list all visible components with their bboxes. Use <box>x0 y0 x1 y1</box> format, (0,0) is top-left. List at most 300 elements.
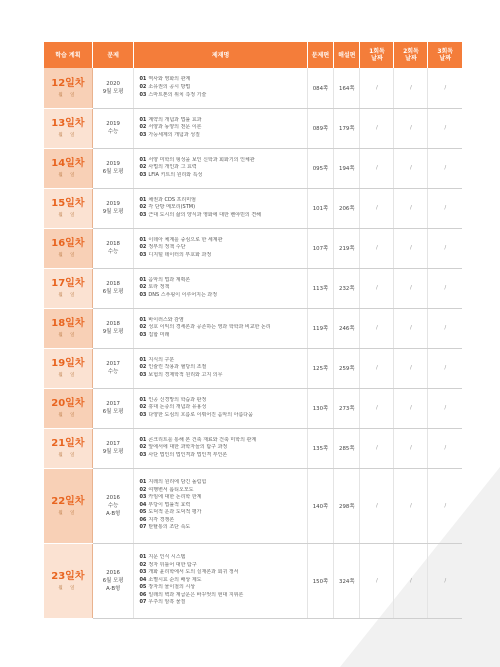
topic-title: 지문 인식 시스템 <box>148 553 186 560</box>
topic-title: 휴대 논증의 개념과 유용성 <box>148 404 207 411</box>
topic-number: 03 <box>139 569 147 576</box>
review2-date-cell[interactable]: / <box>394 308 428 348</box>
topic-title: 소유권의 공시 방법 <box>148 83 191 90</box>
topic-title: 서양과 동양의 천문 이론 <box>148 124 202 131</box>
topic-title: 채권과 CDS 프리미엄 <box>148 196 196 203</box>
review1-date-cell[interactable]: / <box>360 468 394 543</box>
answer-page-cell: 179쪽 <box>334 108 360 148</box>
topic-item <box>139 277 306 285</box>
topics-cell <box>134 388 307 428</box>
day-title: 16일차 <box>51 238 85 249</box>
topic-title: 부당이 법률적 효력 <box>148 501 191 508</box>
problem-page-cell: 113쪽 <box>307 268 333 308</box>
review2-date-cell[interactable]: / <box>394 188 428 228</box>
topic-number: 05 <box>139 509 147 516</box>
exam-line: 2016 <box>106 494 120 501</box>
topic-item <box>139 172 306 180</box>
topic-number: 01 <box>139 116 147 123</box>
topic-number: 02 <box>139 244 147 251</box>
table-row <box>44 348 462 388</box>
topic-title: 근대 도시의 삶의 양식과 영화에 대한 벤야민의 견해 <box>148 211 261 218</box>
day-date-label: 월 일 <box>58 413 78 418</box>
day-cell <box>44 428 92 468</box>
topic-number: 06 <box>139 591 147 598</box>
topic-item <box>139 397 306 405</box>
header-review2: 2회독 날짜 <box>394 42 428 68</box>
topic-title: 개화 윤리학에서 도의 실재론과 회귀 정서 <box>148 569 239 576</box>
exam-line: 2016 <box>106 569 120 576</box>
answer-page-cell: 273쪽 <box>334 388 360 428</box>
exam-cell <box>92 468 134 543</box>
day-cell <box>44 468 92 543</box>
day-cell <box>44 268 92 308</box>
topic-number: 07 <box>139 599 147 606</box>
exam-line: A·B형 <box>105 585 121 592</box>
topic-number: 01 <box>139 478 147 485</box>
topic-item <box>139 252 306 260</box>
day-cell <box>44 148 92 188</box>
review1-date-cell[interactable]: / <box>360 108 394 148</box>
topic-number: 02 <box>139 561 147 568</box>
exam-cell <box>92 308 134 348</box>
review3-date-cell[interactable]: / <box>428 428 462 468</box>
day-title: 18일차 <box>51 318 85 329</box>
topic-item <box>139 444 306 452</box>
exam-line: 9월 모평 <box>102 88 124 95</box>
topic-item <box>139 372 306 380</box>
exam-line: 2020 <box>106 80 120 87</box>
topic-item <box>139 577 306 585</box>
topic-title: 음악의 법과 계획론 <box>148 276 191 283</box>
topic-item <box>139 502 306 510</box>
topic-item <box>139 494 306 502</box>
topic-title: 사단 법인의 법인격과 법인격 부인론 <box>148 451 228 458</box>
topic-number: 03 <box>139 291 147 298</box>
topic-item <box>139 437 306 445</box>
exam-cell <box>92 148 134 188</box>
exam-line: 6월 모평 <box>102 577 124 584</box>
review3-date-cell[interactable]: / <box>428 228 462 268</box>
problem-page-cell: 101쪽 <box>307 188 333 228</box>
review1-date-cell[interactable]: / <box>360 268 394 308</box>
header-answer-page: 해설편 <box>334 42 360 68</box>
exam-line: 2017 <box>106 361 120 367</box>
topic-title: 가능세계의 개념과 성질 <box>148 131 200 138</box>
topic-title: 카임에 대한 논리학 한계 <box>148 494 202 501</box>
topic-item <box>139 132 306 140</box>
topic-item <box>139 237 306 245</box>
exam-line: 9월 모평 <box>102 329 124 335</box>
answer-page-cell: 259쪽 <box>334 348 360 388</box>
day-cell <box>44 388 92 428</box>
day-cell <box>44 348 92 388</box>
topic-title: 다양한 도심의 흐름로 이뤄어진 음악의 아름다움 <box>148 411 253 418</box>
topic-title: 인슐린 작용과 혈당의 조절 <box>148 364 207 371</box>
topics-cell <box>134 308 307 348</box>
topic-item <box>139 317 306 325</box>
review3-date-cell[interactable]: / <box>428 468 462 543</box>
topic-number: 01 <box>139 76 147 83</box>
table-row <box>44 148 462 188</box>
topic-number: 02 <box>139 444 147 451</box>
topic-item <box>139 412 306 420</box>
header-review3: 3회독 날짜 <box>428 42 462 68</box>
topic-title: 지식의 구분 <box>148 356 175 363</box>
day-date-label: 월 일 <box>58 453 78 458</box>
topic-item <box>139 284 306 292</box>
topic-number: 03 <box>139 494 147 501</box>
topic-item <box>139 509 306 517</box>
topic-number: 04 <box>139 501 147 508</box>
exam-line: 6월 모평 <box>102 289 124 295</box>
topic-title: 여행변서 롭티오모도 <box>148 486 194 493</box>
exam-cell <box>92 543 134 618</box>
topic-title: 인공 신경망의 학습과 판정 <box>148 396 207 403</box>
topic-title: 토라 정책 <box>148 284 170 291</box>
topic-number: 02 <box>139 204 147 211</box>
exam-line: 2017 <box>106 441 120 447</box>
exam-line: 2019 <box>106 161 120 167</box>
topic-title: 장자의 물이철의 시상 <box>148 584 196 591</box>
topic-number: 03 <box>139 211 147 218</box>
topic-number: 02 <box>139 486 147 493</box>
table-row <box>44 68 462 108</box>
problem-page-cell: 095쪽 <box>307 148 333 188</box>
review2-date-cell[interactable]: / <box>394 108 428 148</box>
answer-page-cell: 232쪽 <box>334 268 360 308</box>
review3-date-cell[interactable]: / <box>428 388 462 428</box>
topic-item <box>139 164 306 172</box>
topic-number: 01 <box>139 396 147 403</box>
header-review1: 1회독 날짜 <box>360 42 394 68</box>
topic-number: 02 <box>139 324 147 331</box>
problem-page-cell: 130쪽 <box>307 388 333 428</box>
review2-date-cell[interactable]: / <box>394 228 428 268</box>
topic-item <box>139 364 306 372</box>
problem-page-cell: 089쪽 <box>307 108 333 148</box>
topic-item <box>139 332 306 340</box>
exam-line: 6월 모평 <box>102 409 124 415</box>
topic-item <box>139 76 306 84</box>
topics-cell <box>134 428 307 468</box>
topic-title: 집합 미래 <box>148 331 170 338</box>
review3-date-cell[interactable]: / <box>428 308 462 348</box>
exam-line: 2018 <box>106 281 120 287</box>
day-date-label: 월 일 <box>58 510 78 516</box>
exam-line: 수능 <box>107 369 119 375</box>
review2-date-cell[interactable]: / <box>394 543 428 618</box>
exam-line: 9월 모평 <box>102 209 124 215</box>
exam-line: 2019 <box>106 201 120 207</box>
topic-item <box>139 324 306 332</box>
topic-item <box>139 197 306 205</box>
day-date-label: 월 일 <box>58 92 78 98</box>
review1-date-cell[interactable]: / <box>360 68 394 108</box>
topic-number: 03 <box>139 451 147 458</box>
day-date-label: 월 일 <box>58 293 78 298</box>
answer-page-cell: 164쪽 <box>334 68 360 108</box>
header-day: 학습 계획 <box>44 42 92 68</box>
table-row <box>44 188 462 228</box>
exam-cell <box>92 228 134 268</box>
topic-number: 02 <box>139 404 147 411</box>
topic-title: 지레의 원리에 담긴 돌림힘 <box>148 478 207 485</box>
topic-item <box>139 562 306 570</box>
exam-cell <box>92 348 134 388</box>
day-title: 15일차 <box>51 198 85 209</box>
topic-number: 02 <box>139 124 147 131</box>
review3-date-cell[interactable]: / <box>428 543 462 618</box>
topic-item <box>139 157 306 165</box>
header-problem-page: 문제편 <box>307 42 333 68</box>
topic-number: 03 <box>139 171 147 178</box>
day-cell <box>44 228 92 268</box>
exam-cell <box>92 268 134 308</box>
topic-item <box>139 204 306 212</box>
topic-title: 일래의 벽과 계급운은 바꾸엇의 현대 지위론 <box>148 591 244 598</box>
day-title: 22일차 <box>51 495 85 507</box>
topic-number: 02 <box>139 284 147 291</box>
study-plan-table <box>44 42 462 619</box>
day-cell <box>44 543 92 618</box>
review2-date-cell[interactable]: / <box>394 428 428 468</box>
review3-date-cell[interactable]: / <box>428 108 462 148</box>
table-row <box>44 268 462 308</box>
review2-date-cell[interactable]: / <box>394 68 428 108</box>
day-title: 20일차 <box>51 398 85 409</box>
day-title: 13일차 <box>51 118 85 129</box>
topic-title: 우주의 암흑 물질 <box>148 599 186 606</box>
day-title: 17일차 <box>51 278 85 289</box>
answer-page-cell: 246쪽 <box>334 308 360 348</box>
topic-item <box>139 124 306 132</box>
topic-item <box>139 117 306 125</box>
problem-page-cell: 119쪽 <box>307 308 333 348</box>
topic-title: 역사와 영화의 관계 <box>148 76 191 83</box>
review3-date-cell[interactable]: / <box>428 68 462 108</box>
review1-date-cell[interactable]: / <box>360 348 394 388</box>
exam-line: 2019 <box>106 121 120 127</box>
topic-item <box>139 212 306 220</box>
topic-item <box>139 404 306 412</box>
topic-title: 정자 뒤틀어 대한 탐구 <box>148 561 197 568</box>
problem-page-cell: 150쪽 <box>307 543 333 618</box>
table-row <box>44 108 462 148</box>
topic-number: 03 <box>139 131 147 138</box>
day-title: 14일차 <box>51 158 85 169</box>
review1-date-cell[interactable]: / <box>360 148 394 188</box>
header-topic: 제재명 <box>134 42 307 68</box>
topic-number: 03 <box>139 411 147 418</box>
topic-number: 07 <box>139 524 147 531</box>
table-row <box>44 228 462 268</box>
topic-item <box>139 92 306 100</box>
topic-number: 01 <box>139 196 147 203</box>
topic-number: 02 <box>139 364 147 371</box>
topic-item <box>139 584 306 592</box>
problem-page-cell: 084쪽 <box>307 68 333 108</box>
topic-title: 이데아 체계를 중심으로 한 세계관 <box>148 236 223 243</box>
topic-number: 04 <box>139 576 147 583</box>
review2-date-cell[interactable]: / <box>394 268 428 308</box>
exam-cell <box>92 388 134 428</box>
topic-item <box>139 357 306 365</box>
day-title: 12일차 <box>51 77 85 89</box>
table-header-row <box>44 42 462 68</box>
table-row <box>44 468 462 543</box>
topic-title: 정부의 정책 수단 <box>148 244 186 251</box>
exam-line: 6월 모평 <box>102 169 124 175</box>
topic-title: 서양 미학의 형성을 보인 신학과 회화기의 인체관 <box>148 156 255 163</box>
topic-title: 보험의 경제학적 원리와 고지 의무 <box>148 371 223 378</box>
topic-number: 05 <box>139 584 147 591</box>
exam-line: 2018 <box>106 241 120 247</box>
topic-item <box>139 479 306 487</box>
topics-cell <box>134 108 307 148</box>
exam-line: 2017 <box>106 401 120 407</box>
review2-date-cell[interactable]: / <box>394 388 428 428</box>
review1-date-cell[interactable]: / <box>360 388 394 428</box>
topic-item <box>139 487 306 495</box>
review3-date-cell[interactable]: / <box>428 148 462 188</box>
exam-cell <box>92 428 134 468</box>
exam-line: 수능 <box>107 129 119 135</box>
topic-item <box>139 524 306 532</box>
topics-cell <box>134 228 307 268</box>
exam-line: A·B형 <box>105 510 121 517</box>
exam-line: 수능 <box>107 249 119 255</box>
day-date-label: 월 일 <box>58 253 78 258</box>
topic-item <box>139 517 306 525</box>
review3-date-cell[interactable]: / <box>428 188 462 228</box>
topic-title: 도덕적 운과 도덕적 평가 <box>148 509 202 516</box>
topics-cell <box>134 148 307 188</box>
day-date-label: 월 일 <box>58 585 78 591</box>
day-cell <box>44 68 92 108</box>
day-date-label: 월 일 <box>58 213 78 218</box>
topic-number: 01 <box>139 553 147 560</box>
topic-number: 01 <box>139 436 147 443</box>
day-date-label: 월 일 <box>58 173 78 178</box>
review1-date-cell[interactable]: / <box>360 308 394 348</box>
topic-title: 계약의 개념과 법률 효과 <box>148 116 202 123</box>
day-date-label: 월 일 <box>58 373 78 378</box>
table-row <box>44 388 462 428</box>
topic-number: 03 <box>139 331 147 338</box>
topic-title: 성호 이익의 경세론과 공존하는 영과 학학과 비교한 논리 <box>148 324 271 331</box>
topic-title: 사법의 개인과 그 효력 <box>148 164 197 171</box>
problem-page-cell: 135쪽 <box>307 428 333 468</box>
problem-page-cell: 125쪽 <box>307 348 333 388</box>
exam-line: 9월 모평 <box>102 449 124 455</box>
topic-title: 소멸시효 순의 배상 제도 <box>148 576 202 583</box>
topic-title: LFIA 키트의 원리와 특성 <box>148 171 203 178</box>
answer-page-cell: 206쪽 <box>334 188 360 228</box>
topics-cell <box>134 188 307 228</box>
review2-date-cell[interactable]: / <box>394 148 428 188</box>
exam-line: 2018 <box>106 321 120 327</box>
table-row <box>44 308 462 348</box>
topic-number: 01 <box>139 156 147 163</box>
day-cell <box>44 308 92 348</box>
day-title: 19일차 <box>51 358 85 369</box>
exam-line: 수능 <box>107 502 119 509</box>
topics-cell <box>134 468 307 543</box>
topics-cell <box>134 68 307 108</box>
topic-item <box>139 599 306 607</box>
answer-page-cell: 194쪽 <box>334 148 360 188</box>
topic-number: 01 <box>139 236 147 243</box>
review1-date-cell[interactable]: / <box>360 188 394 228</box>
table-row <box>44 428 462 468</box>
topic-number: 01 <box>139 356 147 363</box>
topic-title: DNS 스푸핑이 이루어지는 과정 <box>148 291 218 298</box>
exam-cell <box>92 188 134 228</box>
topic-item <box>139 452 306 460</box>
review2-date-cell[interactable]: / <box>394 468 428 543</box>
topic-title: 스마트폰의 위치 측정 기술 <box>148 91 207 98</box>
review1-date-cell[interactable]: / <box>360 228 394 268</box>
answer-page-cell: 219쪽 <box>334 228 360 268</box>
topics-cell <box>134 268 307 308</box>
day-date-label: 월 일 <box>58 133 78 138</box>
topic-number: 03 <box>139 251 147 258</box>
answer-page-cell: 324쪽 <box>334 543 360 618</box>
review3-date-cell[interactable]: / <box>428 348 462 388</box>
topic-number: 02 <box>139 164 147 171</box>
review1-date-cell[interactable]: / <box>360 543 394 618</box>
day-cell <box>44 188 92 228</box>
day-title: 21일차 <box>51 438 85 449</box>
topic-title: 지각 경쟁론 <box>148 516 175 523</box>
topic-item <box>139 554 306 562</box>
topic-title: 탄탈통의 조단 속도 <box>148 524 191 531</box>
exam-cell <box>92 108 134 148</box>
day-cell <box>44 108 92 148</box>
review3-date-cell[interactable]: / <box>428 268 462 308</box>
topic-title: 디지털 데이터의 부호화 과정 <box>148 251 212 258</box>
review2-date-cell[interactable]: / <box>394 348 428 388</box>
topic-item <box>139 244 306 252</box>
exam-cell <box>92 68 134 108</box>
topic-item <box>139 569 306 577</box>
topic-item <box>139 592 306 600</box>
topic-title: 앞에서에 대한 과학자들의 탐구 과정 <box>148 444 228 451</box>
topic-number: 01 <box>139 276 147 283</box>
topic-title: 각 단방 메모리(STM) <box>148 204 196 211</box>
answer-page-cell: 285쪽 <box>334 428 360 468</box>
review1-date-cell[interactable]: / <box>360 428 394 468</box>
header-problem: 문제 <box>92 42 134 68</box>
day-date-label: 월 일 <box>58 333 78 338</box>
problem-page-cell: 140쪽 <box>307 468 333 543</box>
day-title: 23일차 <box>51 570 85 582</box>
topic-number: 06 <box>139 516 147 523</box>
topic-title: 바이러스와 감염 <box>148 316 184 323</box>
problem-page-cell: 107쪽 <box>307 228 333 268</box>
answer-page-cell: 298쪽 <box>334 468 360 543</box>
topics-cell <box>134 348 307 388</box>
topics-cell <box>134 543 307 618</box>
topic-item <box>139 84 306 92</box>
table-row <box>44 543 462 618</box>
topic-item <box>139 292 306 300</box>
topic-number: 01 <box>139 316 147 323</box>
topic-title: 콘크리트를 통해 본 건축 재료와 건축 미학의 관계 <box>148 436 257 443</box>
topic-number: 03 <box>139 91 147 98</box>
topic-number: 02 <box>139 83 147 90</box>
topic-number: 03 <box>139 371 147 378</box>
